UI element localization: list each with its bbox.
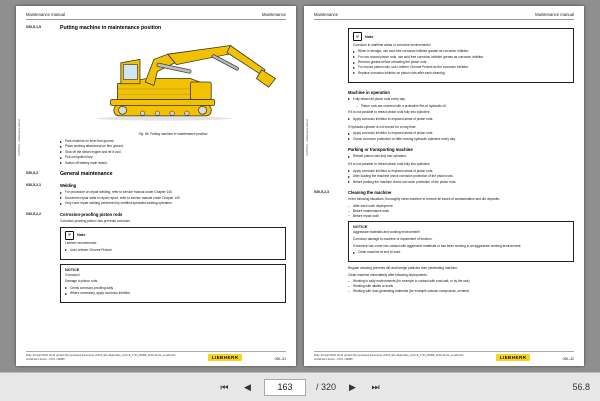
list-item: Pull out ignition key. (60, 155, 286, 160)
section-title: General maintenance (60, 171, 113, 178)
zoom-level-label[interactable]: 56.8 (572, 382, 590, 392)
subsection-title: Corrosion-proofing piston rods (60, 211, 123, 217)
note-label: Note (365, 34, 374, 39)
list-item: After loading the machine check corrosion protection of the piston rods. (348, 174, 574, 179)
list-item: Use Liebherr Chrome Protect. (65, 248, 281, 253)
list-item: Document repair state in repair report, refer to service manual under Chapter 140. (60, 196, 286, 201)
notice-line: Corrosion damage to machine or impairment of function. (353, 237, 433, 242)
bullet-list-parking (348, 154, 574, 159)
list-item: Fully retract all piston rods every day. (348, 97, 574, 102)
note-bullets (65, 248, 281, 253)
paragraph: Corrosion-proofing piston rods prevents corrosion. (60, 218, 131, 223)
sub-list-operation (356, 104, 574, 109)
note-line: Liebherr recommends: (65, 241, 97, 246)
dash-list-cleaning (348, 204, 574, 218)
list-item: Switch off battery main switch. (60, 161, 286, 166)
section-number: 030,5,2 (26, 171, 38, 176)
paragraph: Clean machine immediately after following deployments: (348, 272, 428, 277)
figure-machine (60, 34, 286, 136)
note-box (60, 227, 286, 260)
figure-caption: Fig. 96: Putting machine in maintenance position (138, 132, 208, 136)
notice-line: Aggressive materials and working environment! (353, 230, 420, 235)
list-item: For moved piston rods, use Liebherr Chrome Protect as the corrosion inhibitor. (353, 65, 569, 70)
list-item: Place working attachment on firm ground. (60, 144, 286, 149)
section-number: 030,5,2,3 (314, 190, 329, 195)
bullet-list-park (60, 139, 286, 165)
note-label: Note (77, 233, 86, 238)
list-item: Apply corrosion inhibitor to exposed areas of piston rods. (348, 169, 574, 174)
list-item: For procedure on repair welding, refer to service manual under Chapter 140. (60, 190, 286, 195)
list-item: – Working with alkalis or acids (348, 284, 574, 289)
paragraph: If it is not possible to retract piston rods fully into cylinders: (348, 110, 431, 115)
page-header (26, 12, 286, 20)
header-left-text: Maintenance manual (26, 12, 65, 17)
viewer-toolbar (0, 372, 600, 401)
note-header (65, 231, 281, 240)
list-item: Check corrosion-proofing daily. (65, 286, 281, 291)
list-item: – Working with dust-generating materials (for example calcium compounds, cement) (348, 289, 574, 294)
bullet-list-operation-3 (348, 131, 574, 141)
list-item: – Before repair work (348, 214, 574, 219)
subsection-title: Machine in operation (348, 89, 390, 95)
footer-model-text: LH110 EC Litronic • 1714 • 96389 (26, 357, 65, 361)
liebherr-logo: LIEBHERR (208, 354, 243, 361)
list-item: – After each work deployment (348, 204, 574, 209)
previous-page-button[interactable]: ◀ (244, 381, 251, 392)
notice-box (60, 264, 286, 303)
notice-bullets (353, 250, 569, 255)
notice-box (348, 221, 574, 262)
list-item: Apply corrosion inhibitor to exposed areas of piston rods. (348, 131, 574, 136)
bullet-list-parking-2 (348, 169, 574, 185)
subsection-title: Welding (60, 183, 77, 189)
list-item: Park machine on level firm ground. (60, 139, 286, 144)
note-box (348, 28, 574, 83)
list-item: Only have repair welding performed by certified specialist welding operation. (60, 201, 286, 206)
notice-label: NOTICE (65, 267, 80, 272)
last-page-button[interactable]: ⏭ (371, 381, 380, 392)
page-footer (314, 351, 574, 361)
pointing-hand-icon: ☞ (65, 231, 74, 240)
section-corrosion-note (314, 25, 574, 87)
list-item: Replace corrosion inhibitor on piston rods after each cleaning. (353, 71, 569, 76)
list-item: – Piston rods are covered with a protective film of hydraulic oil. (356, 104, 574, 109)
list-item: Apply corrosion inhibitor to exposed areas of piston rods. (348, 117, 574, 122)
note-header (353, 32, 569, 41)
section-welding (26, 183, 286, 209)
section-corrosion-proofing (26, 212, 286, 307)
section-putting-machine (26, 25, 286, 168)
paragraph: Regular cleaning prevents dirt and foreign particles from penetrating machine. (348, 266, 458, 271)
pointing-hand-icon: ☞ (353, 32, 362, 41)
header-right-text: Maintenance manual (535, 12, 574, 17)
bullet-list-welding (60, 190, 286, 206)
footer-print-text: kday, 03.April 2020 15:42 printed (this protected document) LH110_EC+High+Rise_G4,0-E_1714_96389_2019-12-04_en.pdf adm (314, 354, 464, 358)
list-item: Before parking the machine check corrosion protection of the piston rods. (348, 180, 574, 185)
paragraph: If it is not possible to retract piston rods fully into cylinders: (348, 162, 431, 167)
first-page-button[interactable]: ⏮ (220, 381, 229, 392)
section-cleaning-machine (314, 190, 574, 296)
page-number-input[interactable]: 163 (264, 379, 306, 396)
page-number: 030–32 (562, 357, 574, 361)
list-item: – Working in salty environments (for example in contact with road salt, or by the sea) (348, 279, 574, 284)
page-side-note: LIEBHERR – Maintenance manual (306, 119, 309, 156)
section-general-maintenance (26, 171, 286, 180)
subsection-title: Cleaning the machine (348, 190, 392, 196)
list-item: Shut off the diesel engine and let it cool. (60, 150, 286, 155)
notice-label: NOTICE (353, 225, 368, 230)
subsection-title: Parking or transporting machine (348, 147, 413, 153)
list-item: Clean machine at end of work. (353, 250, 569, 255)
dash-list-deployments (348, 279, 574, 293)
footer-print-text: kday, 03.April 2020 15:42 printed (this protected document) LH110_EC+High+Rise_G4,0-E_1714_96389_2019-12-04_en.pdf adm (26, 354, 176, 358)
paragraph: In the following situations, thoroughly clean machine to remove all traces of contamination and dirt deposits: (348, 197, 500, 202)
bullet-list-operation (348, 97, 574, 102)
page-total-label: / 320 (315, 382, 337, 392)
list-item: Where necessary, apply corrosion inhibitor. (65, 291, 281, 296)
page-header (314, 12, 574, 20)
footer-model-text: LH110 EC Litronic • 1714 • 96389 (314, 357, 353, 361)
page-number: 030–31 (274, 357, 286, 361)
machine-illustration (60, 34, 286, 130)
next-page-button[interactable]: ▶ (349, 381, 356, 392)
list-item: When in storage, use acid-free corrosion inhibitor grease as corrosion inhibitor. (353, 49, 569, 54)
document-page-left (16, 6, 296, 366)
bullet-list-operation-2 (348, 117, 574, 122)
notice-line: Damage to piston rods. (65, 279, 98, 284)
document-page-right (304, 6, 584, 366)
page-footer (26, 351, 286, 361)
notice-condition: If machine has come into contact with aggressive materials or has been working in an aggressive working environment: (353, 243, 522, 248)
section-parking-transport (314, 147, 574, 187)
header-right-text: Maintenance (262, 12, 286, 17)
page-side-note: LIEBHERR – Maintenance manual (18, 119, 21, 156)
section-number: 030,5,2,2 (26, 211, 41, 216)
list-item: Retract piston rods fully into cylinders. (348, 154, 574, 159)
excavator-svg (60, 34, 286, 130)
section-machine-in-operation (314, 90, 574, 145)
list-item: Remove grease before retracting the piston rods. (353, 60, 569, 65)
paragraph: If hydraulic cylinder is not moved for a long time: (348, 124, 417, 129)
note-bullets (353, 49, 569, 75)
header-left-text: Maintenance (314, 12, 338, 17)
section-number: 030,5,1,5 (26, 25, 41, 29)
section-title: Putting machine in maintenance position (60, 25, 162, 31)
list-item: – Before maintenance work (348, 209, 574, 214)
list-item: Check corrosion protection on little-moving hydraulic cylinders every day. (348, 137, 574, 142)
liebherr-logo: LIEBHERR (496, 354, 531, 361)
notice-bullets (65, 286, 281, 296)
list-item: For non-moved piston rods, use acid-free corrosion inhibitor grease as corrosion inhibitor. (353, 55, 569, 60)
section-number: 030,5,2,1 (26, 183, 41, 188)
notice-line: Corrosion! (65, 272, 80, 277)
note-intro: Corrosion in maritime areas or corrosive environments! (353, 42, 431, 47)
